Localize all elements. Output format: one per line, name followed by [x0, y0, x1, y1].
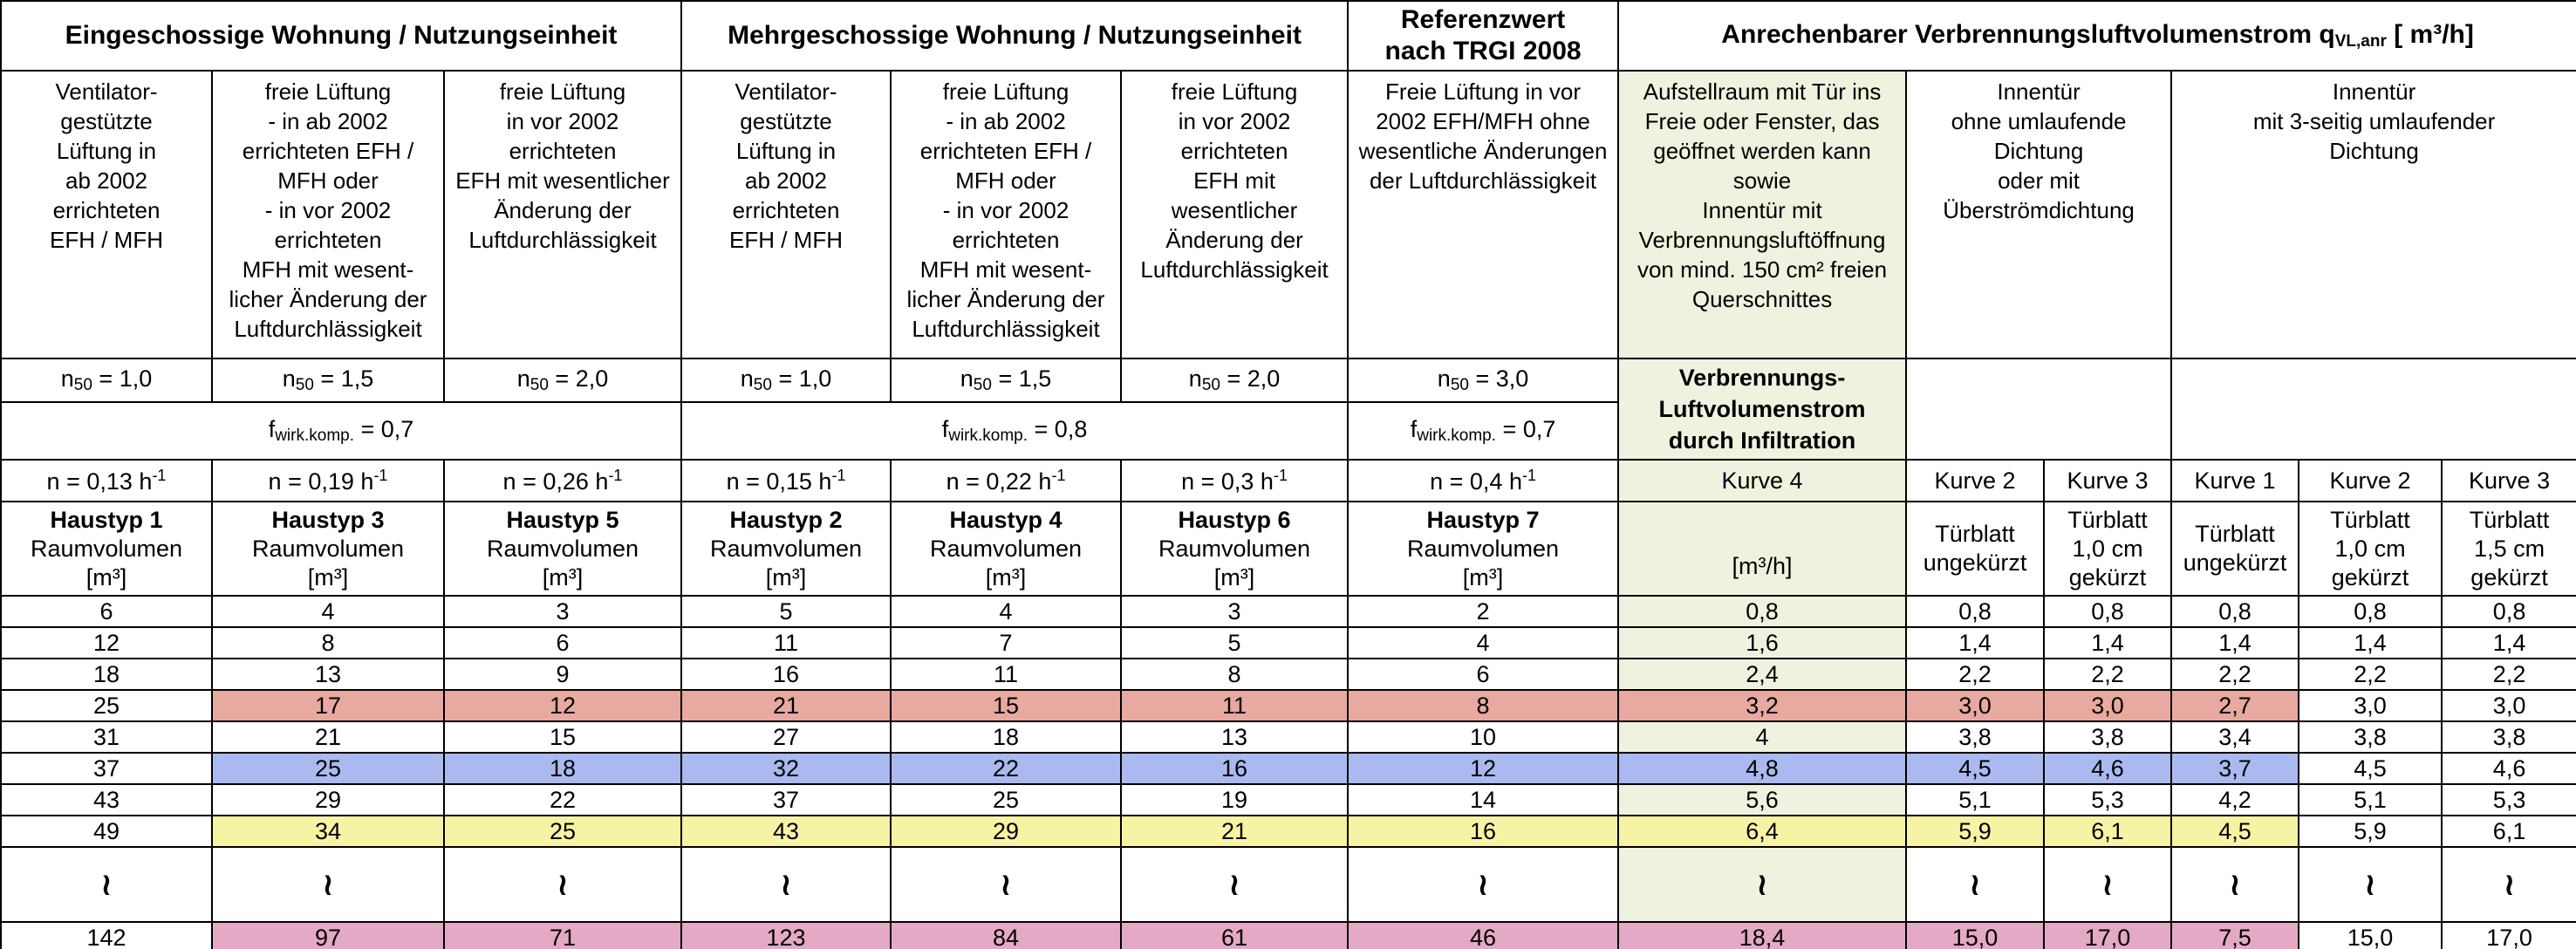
- table-cell: 15,0: [1906, 922, 2044, 949]
- desc-line: errichteten: [952, 227, 1060, 253]
- table-cell: 22: [891, 753, 1121, 784]
- table-cell: 4: [212, 596, 444, 627]
- desc-line: Innentür: [2332, 79, 2416, 105]
- table-cell: 5,1: [2299, 784, 2442, 816]
- tuerblatt-cell: Türblatt ungekürzt: [2171, 502, 2299, 596]
- table-row: [1, 784, 2576, 816]
- haustyp-cell: Haustyp 4 Raumvolumen [m³]: [891, 502, 1121, 596]
- n50-cell: $n_{50} = 1,0$: [681, 358, 891, 402]
- desc-line: Lüftung in: [735, 138, 837, 164]
- table-cell: 0,8: [2442, 596, 2576, 627]
- infiltration-label: Verbrennungs- Luftvolumenstrom durch Infiltration: [1618, 358, 1906, 460]
- desc-line: sowie: [1732, 167, 1792, 194]
- table-cell: 25: [444, 816, 681, 847]
- desc-line: EFH / MFH: [50, 227, 163, 253]
- desc-line: ohne umlaufende: [1951, 108, 2127, 134]
- table-cell: 0,8: [1906, 596, 2044, 627]
- table-cell: 2,7: [2171, 690, 2299, 721]
- table-cell: 18: [444, 753, 681, 784]
- wave-symbol: ≀: [1906, 847, 2044, 922]
- n50-cell: $n_{50} = 1,0$: [1, 358, 212, 402]
- table-cell: 16: [681, 659, 891, 690]
- table-cell: 16: [1348, 816, 1618, 847]
- table-cell: 142: [1, 922, 212, 949]
- table-cell: 18: [1, 659, 212, 690]
- desc-line: mit 3-seitig umlaufender: [2252, 108, 2496, 134]
- header-referenzwert: [1348, 1, 1618, 71]
- table-cell: 21: [1121, 816, 1348, 847]
- wave-symbol: ≀: [891, 847, 1121, 922]
- table-cell: 6: [1, 596, 212, 627]
- table-cell: 37: [681, 784, 891, 816]
- table-cell: 11: [1121, 690, 1348, 721]
- desc-line: MFH oder: [277, 167, 379, 194]
- desc-line: Ventilator-: [55, 79, 158, 105]
- table-cell: 5: [681, 596, 891, 627]
- data-body: [1, 596, 2576, 949]
- table-cell: 25: [1, 690, 212, 721]
- n50-cell: $n_{50} = 3,0$: [1348, 358, 1618, 402]
- n50-cell: $n_{50} = 2,0$: [1121, 358, 1348, 402]
- desc-line: EFH mit: [1193, 167, 1275, 194]
- desc-cell: [681, 71, 891, 358]
- desc-line: freie Lüftung: [264, 79, 392, 105]
- table-cell: 4,5: [2171, 816, 2299, 847]
- desc-line: MFH mit wesent-: [242, 256, 414, 283]
- desc-line: licher Änderung der: [906, 286, 1105, 312]
- desc-line: freie Lüftung: [942, 79, 1069, 105]
- desc-line: in vor 2002: [506, 108, 619, 134]
- unit-m3h-cell: [m³/h]: [1618, 502, 1906, 596]
- n50-row: [1, 358, 2576, 402]
- table-cell: 5: [1121, 627, 1348, 659]
- desc-cell: [1906, 71, 2171, 358]
- desc-cell: [2171, 71, 2576, 358]
- desc-cell: [444, 71, 681, 358]
- haustyp-cell: Haustyp 7 Raumvolumen [m³]: [1348, 502, 1618, 596]
- table-cell: 4,8: [1618, 753, 1906, 784]
- table-cell: 6: [1348, 659, 1618, 690]
- wave-symbol: ≀: [2299, 847, 2442, 922]
- desc-line: Luftdurchlässigkeit: [1140, 256, 1329, 283]
- table-cell: 4,5: [2299, 753, 2442, 784]
- table-cell: 25: [891, 784, 1121, 816]
- desc-line: errichteten: [52, 197, 161, 223]
- desc-line: der Luftdurchlässigkeit: [1369, 167, 1597, 194]
- desc-line: Änderung der: [494, 197, 632, 223]
- desc-line: - in vor 2002: [264, 197, 392, 223]
- tuerblatt-cell: Türblatt 1,0 cm gekürzt: [2044, 502, 2171, 596]
- table-cell: 12: [444, 690, 681, 721]
- table-row: [1, 596, 2576, 627]
- table-cell: 84: [891, 922, 1121, 949]
- table-cell: 19: [1121, 784, 1348, 816]
- table-cell: 1,4: [2044, 627, 2171, 659]
- n-row: [1, 460, 2576, 502]
- table-cell: 27: [681, 721, 891, 753]
- table-cell: 3,0: [1906, 690, 2044, 721]
- table-cell: 5,9: [1906, 816, 2044, 847]
- table-cell: 3,8: [2299, 721, 2442, 753]
- table-cell: 43: [1, 784, 212, 816]
- table-row: [1, 690, 2576, 721]
- table-cell: 4: [891, 596, 1121, 627]
- desc-line: ab 2002: [745, 167, 827, 194]
- table-cell: 21: [681, 690, 891, 721]
- table-cell: 15,0: [2299, 922, 2442, 949]
- table-row: [1, 627, 2576, 659]
- n-cell: n = 0,4 $h^{-1}$: [1348, 460, 1618, 502]
- table-cell: 4,6: [2044, 753, 2171, 784]
- kurve-cell: Kurve 3: [2442, 460, 2576, 502]
- table-cell: 8: [1121, 659, 1348, 690]
- haustyp-cell: Haustyp 1 Raumvolumen [m³]: [1, 502, 212, 596]
- header-eingeschossig: Eingeschossige Wohnung / Nutzungseinheit: [1, 1, 681, 71]
- wave-symbol: ≀: [1618, 847, 1906, 922]
- fwirk-cell: $f_{wirk.komp.} = 0,8$: [681, 402, 1348, 460]
- table-cell: 3,8: [2044, 721, 2171, 753]
- gap-row: [1, 847, 2576, 922]
- desc-line: Luftdurchlässigkeit: [468, 227, 657, 253]
- n50-cell: $n_{50} = 1,5$: [891, 358, 1121, 402]
- table-cell: 18: [891, 721, 1121, 753]
- desc-line: EFH mit wesentlicher: [455, 167, 670, 194]
- table-cell: 6,1: [2442, 816, 2576, 847]
- n-cell: n = 0,15 $h^{-1}$: [681, 460, 891, 502]
- desc-line: MFH mit wesent-: [919, 256, 1092, 283]
- desc-line: Luftdurchlässigkeit: [912, 316, 1100, 342]
- table-cell: 3,7: [2171, 753, 2299, 784]
- table-row: [1, 753, 2576, 784]
- desc-line: errichteten EFH /: [242, 138, 414, 164]
- table-cell: 2,2: [1906, 659, 2044, 690]
- desc-line: errichteten: [1180, 138, 1288, 164]
- table-cell: 15: [444, 721, 681, 753]
- table-cell: 6,4: [1618, 816, 1906, 847]
- desc-line: Überströmdichtung: [1943, 197, 2135, 223]
- table-cell: 61: [1121, 922, 1348, 949]
- header-mehrgeschossig: Mehrgeschossige Wohnung / Nutzungseinheit: [681, 1, 1348, 71]
- desc-line: ab 2002: [65, 167, 147, 194]
- desc-cell: [891, 71, 1121, 358]
- header-referenzwert-line1: Referenzwert: [1400, 5, 1566, 34]
- desc-cell: [1618, 71, 1906, 358]
- table-row: [1, 659, 2576, 690]
- empty-cell: [1906, 358, 2171, 460]
- kurve-cell: Kurve 3: [2044, 460, 2171, 502]
- table-row: [1, 721, 2576, 753]
- table-cell: 0,8: [2171, 596, 2299, 627]
- n50-cell: $n_{50} = 2,0$: [444, 358, 681, 402]
- wave-symbol: ≀: [681, 847, 891, 922]
- table-cell: 1,4: [2171, 627, 2299, 659]
- kurve-cell: Kurve 2: [2299, 460, 2442, 502]
- table-cell: 16: [1121, 753, 1348, 784]
- n-cell: n = 0,26 $h^{-1}$: [444, 460, 681, 502]
- table-cell: 3: [444, 596, 681, 627]
- desc-line: Dichtung: [1993, 138, 2084, 164]
- table-cell: 3,0: [2299, 690, 2442, 721]
- table-cell: 123: [681, 922, 891, 949]
- table-cell: 18,4: [1618, 922, 1906, 949]
- desc-line: Verbrennungsluftöffnung: [1638, 227, 1886, 253]
- table-cell: 1,6: [1618, 627, 1906, 659]
- table-cell: 3,4: [2171, 721, 2299, 753]
- n-cell: n = 0,22 $h^{-1}$: [891, 460, 1121, 502]
- desc-line: errichteten: [274, 227, 382, 253]
- table-row: [1, 922, 2576, 949]
- kurve-cell: Kurve 1: [2171, 460, 2299, 502]
- table-cell: 5,3: [2442, 784, 2576, 816]
- desc-line: errichteten: [732, 197, 840, 223]
- table-cell: 11: [891, 659, 1121, 690]
- table-cell: 29: [212, 784, 444, 816]
- table-cell: 13: [212, 659, 444, 690]
- table-cell: 13: [1121, 721, 1348, 753]
- desc-line: MFH oder: [955, 167, 1056, 194]
- desc-line: errichteten: [509, 138, 617, 164]
- haustyp-cell: Haustyp 5 Raumvolumen [m³]: [444, 502, 681, 596]
- desc-line: Innentür: [1997, 79, 2081, 105]
- table-cell: 3,8: [1906, 721, 2044, 753]
- wave-symbol: ≀: [444, 847, 681, 922]
- table-cell: 6,1: [2044, 816, 2171, 847]
- table-cell: 1,4: [2442, 627, 2576, 659]
- table-cell: 8: [212, 627, 444, 659]
- table-cell: 3,2: [1618, 690, 1906, 721]
- desc-line: in vor 2002: [1178, 108, 1291, 134]
- table-cell: 29: [891, 816, 1121, 847]
- table-row: [1, 816, 2576, 847]
- wave-symbol: ≀: [1121, 847, 1348, 922]
- table-cell: 71: [444, 922, 681, 949]
- table-cell: 97: [212, 922, 444, 949]
- table-cell: 4,5: [1906, 753, 2044, 784]
- desc-line: von mind. 150 cm² freien: [1636, 256, 1888, 283]
- haustyp-cell: Haustyp 3 Raumvolumen [m³]: [212, 502, 444, 596]
- desc-line: geöffnet werden kann: [1653, 138, 1871, 164]
- table-cell: 4,6: [2442, 753, 2576, 784]
- table-cell: 5,3: [2044, 784, 2171, 816]
- table-cell: 49: [1, 816, 212, 847]
- desc-cell: [212, 71, 444, 358]
- n-cell: n = 0,19 $h^{-1}$: [212, 460, 444, 502]
- header-row: [1, 1, 2576, 71]
- desc-line: EFH / MFH: [729, 227, 844, 253]
- desc-line: gestützte: [740, 108, 832, 134]
- table-cell: 3,0: [2044, 690, 2171, 721]
- wave-symbol: ≀: [2171, 847, 2299, 922]
- header-anrechenbar-sub: VL,anr: [2334, 32, 2387, 51]
- table-cell: 34: [212, 816, 444, 847]
- header-anrechenbar: [1618, 1, 2576, 71]
- haustyp-cell: Haustyp 6 Raumvolumen [m³]: [1121, 502, 1348, 596]
- desc-line: licher Änderung der: [229, 286, 427, 312]
- table-cell: 12: [1348, 753, 1618, 784]
- wave-symbol: ≀: [1, 847, 212, 922]
- table-cell: 2: [1348, 596, 1618, 627]
- table-cell: 0,8: [2044, 596, 2171, 627]
- wave-symbol: ≀: [1348, 847, 1618, 922]
- table-cell: 4: [1348, 627, 1618, 659]
- desc-line: Freie Lüftung in vor: [1385, 79, 1582, 105]
- kurve-cell: Kurve 4: [1618, 460, 1906, 502]
- table-cell: 21: [212, 721, 444, 753]
- table-cell: 5,1: [1906, 784, 2044, 816]
- haustyp-cell: Haustyp 2 Raumvolumen [m³]: [681, 502, 891, 596]
- table-cell: 5,9: [2299, 816, 2442, 847]
- desc-cell: [1348, 71, 1618, 358]
- desc-line: errichteten EFH /: [919, 138, 1092, 164]
- tuerblatt-cell: Türblatt ungekürzt: [1906, 502, 2044, 596]
- tuerblatt-cell: Türblatt 1,0 cm gekürzt: [2299, 502, 2442, 596]
- desc-line: Ventilator-: [735, 79, 837, 105]
- desc-line: - in ab 2002: [268, 108, 388, 134]
- table-cell: 6: [444, 627, 681, 659]
- description-row: [1, 71, 2576, 358]
- desc-line: wesentlicher: [1171, 197, 1298, 223]
- desc-line: freie Lüftung: [1171, 79, 1298, 105]
- table-cell: 17,0: [2442, 922, 2576, 949]
- table-cell: 25: [212, 753, 444, 784]
- table-cell: 0,8: [1618, 596, 1906, 627]
- table-cell: 3,8: [2442, 721, 2576, 753]
- table-cell: 4: [1618, 721, 1906, 753]
- desc-line: - in vor 2002: [942, 197, 1069, 223]
- fwirk-cell: $f_{wirk.komp.} = 0,7$: [1, 402, 681, 460]
- header-anrechenbar-prefix: Anrechenbarer Verbrennungsluftvolumenstrom q: [1721, 20, 2335, 49]
- desc-line: 2002 EFH/MFH ohne: [1376, 108, 1590, 134]
- desc-line: oder mit: [1998, 167, 2080, 194]
- kurve-cell: Kurve 2: [1906, 460, 2044, 502]
- desc-line: freie Lüftung: [499, 79, 626, 105]
- desc-cell: [1, 71, 212, 358]
- n50-cell: $n_{50} = 1,5$: [212, 358, 444, 402]
- table-cell: 2,2: [2442, 659, 2576, 690]
- table-cell: 2,2: [2299, 659, 2442, 690]
- table-cell: 14: [1348, 784, 1618, 816]
- table-cell: 3: [1121, 596, 1348, 627]
- table-cell: 17: [212, 690, 444, 721]
- table-cell: 15: [891, 690, 1121, 721]
- haustyp-row: [1, 502, 2576, 596]
- desc-line: Innentür mit: [1702, 197, 1822, 223]
- n-cell: n = 0,3 $h^{-1}$: [1121, 460, 1348, 502]
- desc-line: Luftdurchlässigkeit: [234, 316, 422, 342]
- desc-line: Änderung der: [1165, 227, 1303, 253]
- table-cell: 8: [1348, 690, 1618, 721]
- table-cell: 12: [1, 627, 212, 659]
- header-anrechenbar-suffix: [ m³/h]: [2386, 20, 2474, 49]
- fwirk-cell: $f_{wirk.komp.} = 0,7$: [1348, 402, 1618, 460]
- desc-cell: [1121, 71, 1348, 358]
- desc-line: Aufstellraum mit Tür ins: [1643, 79, 1882, 105]
- table-cell: 37: [1, 753, 212, 784]
- header-referenzwert-line2: nach TRGI 2008: [1384, 37, 1582, 65]
- desc-line: Querschnittes: [1691, 286, 1833, 312]
- desc-line: gestützte: [60, 108, 153, 134]
- desc-line: Freie oder Fenster, das: [1644, 108, 1880, 134]
- table-cell: 2,2: [2171, 659, 2299, 690]
- table-cell: 32: [681, 753, 891, 784]
- table-cell: 2,4: [1618, 659, 1906, 690]
- table-cell: 9: [444, 659, 681, 690]
- wave-symbol: ≀: [212, 847, 444, 922]
- table-cell: 11: [681, 627, 891, 659]
- table-cell: 7: [891, 627, 1121, 659]
- table-cell: 31: [1, 721, 212, 753]
- wave-symbol: ≀: [2044, 847, 2171, 922]
- desc-line: - in ab 2002: [946, 108, 1066, 134]
- table-cell: 10: [1348, 721, 1618, 753]
- table-cell: 4,2: [2171, 784, 2299, 816]
- table-cell: 1,4: [2299, 627, 2442, 659]
- tuerblatt-cell: Türblatt 1,5 cm gekürzt: [2442, 502, 2576, 596]
- table-cell: 1,4: [1906, 627, 2044, 659]
- table-cell: 46: [1348, 922, 1618, 949]
- table-cell: 22: [444, 784, 681, 816]
- table-cell: 5,6: [1618, 784, 1906, 816]
- table-cell: 3,0: [2442, 690, 2576, 721]
- table-cell: 2,2: [2044, 659, 2171, 690]
- desc-line: wesentliche Änderungen: [1358, 138, 1608, 164]
- wave-symbol: ≀: [2442, 847, 2576, 922]
- empty-cell: [2171, 358, 2576, 460]
- table-cell: 17,0: [2044, 922, 2171, 949]
- table-cell: 7,5: [2171, 922, 2299, 949]
- desc-line: Lüftung in: [56, 138, 157, 164]
- table-cell: 0,8: [2299, 596, 2442, 627]
- desc-line: Dichtung: [2329, 138, 2419, 164]
- n-cell: n = 0,13 $h^{-1}$: [1, 460, 212, 502]
- table-cell: 43: [681, 816, 891, 847]
